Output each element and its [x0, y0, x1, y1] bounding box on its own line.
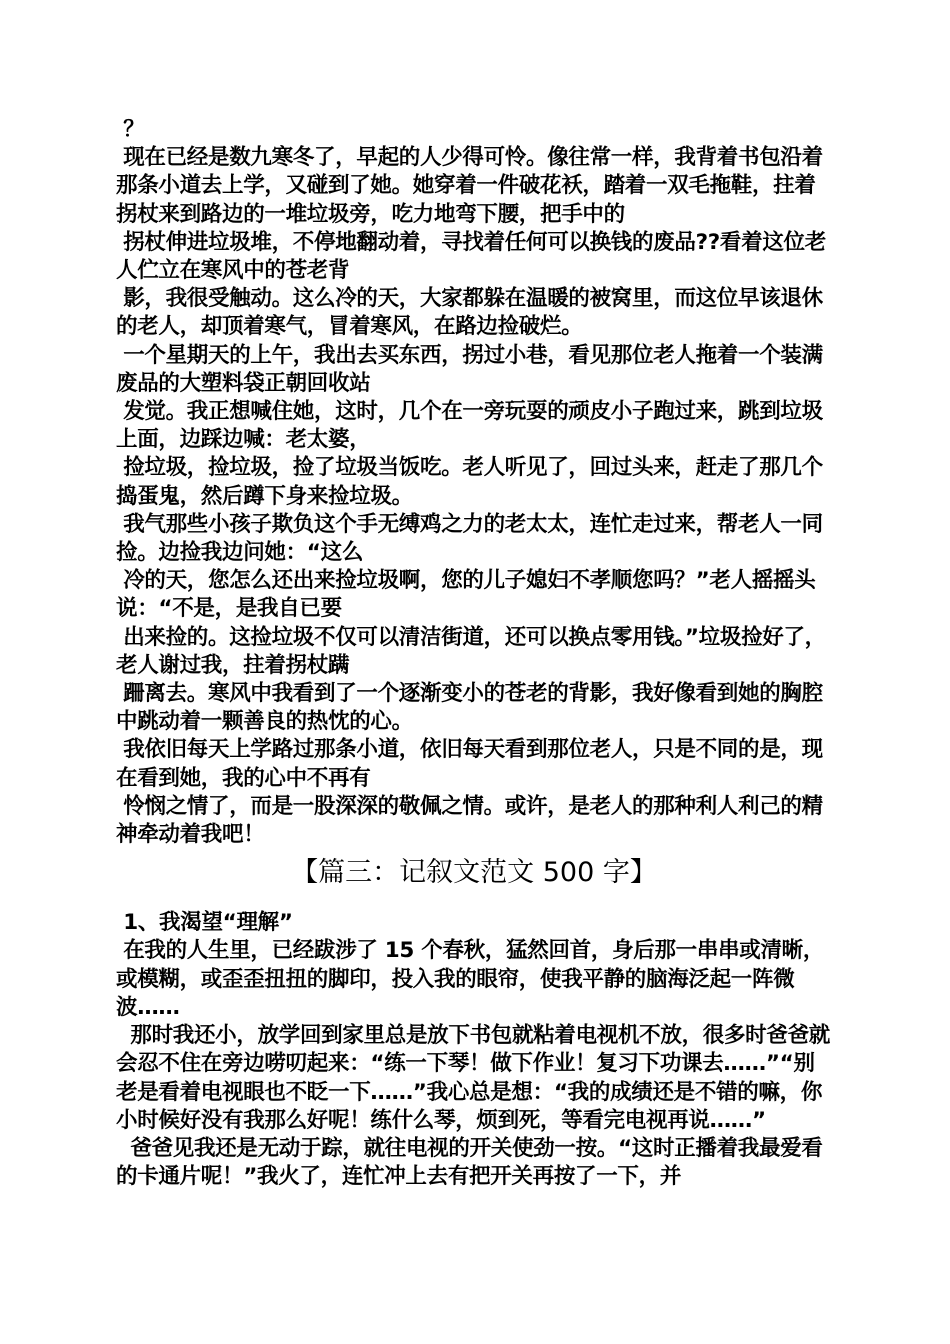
paragraph: 我依旧每天上学路过那条小道，依旧每天看到那位老人，只是不同的是，现在看到她，我的心中不再有: [116, 737, 823, 791]
paragraph: 怜悯之情了，而是一股深深的敬佩之情。或许，是老人的那种利人利己的精神牵动着我吧！: [116, 793, 823, 848]
paragraph: 那时我还小，放学回到家里总是放下书包就粘着电视机不放，很多时爸爸就会忍不住在旁边唠叨起来：“练一下琴！做下作业！复习下功课去……”“别老是看着电视眼也不眨一下……”我心总是想：“我的成绩还是不错的嘛，你小时候好没有我那么好呢！练什么琴，烦到死，等看完电视再说……”: [116, 1023, 830, 1133]
essay-section: [116, 909, 832, 1191]
paragraph: 在我的人生里，已经跋涉了 15 个春秋，猛然回首，身后那一串串或清晰，或模糊，或歪歪扭扭的脚印，投入我的眼帘，使我平静的脑海泛起一阵微波……: [116, 938, 825, 1020]
paragraph: 我气那些小孩子欺负这个手无缚鸡之力的老太太，连忙走过来，帮老人一同捡。边捡我边问她：“这么: [116, 511, 823, 566]
paragraph: ？: [116, 117, 145, 142]
paragraph: 发觉。我正想喊住她，这时，几个在一旁玩耍的顽皮小子跑过来，跳到垃圾上面，边踩边喊：老太婆，: [116, 399, 823, 453]
paragraph: 爸爸见我还是无动于踪，就往电视的开关使劲一按。“这时正播着我最爱看的卡通片呢！”我火了，连忙冲上去有把开关再按了一下，并: [116, 1135, 823, 1190]
paragraph: 1、我渴望“理解”: [116, 910, 293, 936]
paragraph: 一个星期天的上午，我出去买东西，拐过小巷，看见那位老人拖着一个装满废品的大塑料袋正朝回收站: [116, 342, 823, 396]
section-heading: 【篇三：记叙文范文 500 字】: [291, 857, 657, 889]
paragraph: 出来捡的。这捡垃圾不仅可以清洁街道，还可以换点零用钱。”垃圾捡好了，老人谢过我，拄着拐杖蹒: [116, 624, 826, 678]
spacer: [116, 899, 832, 909]
paragraph: 影，我很受触动。这么冷的天，大家都躲在温暖的被窝里，而这位早该退休的老人，却顶着寒气，冒着寒风，在路边捡破烂。: [116, 286, 823, 340]
paragraph: 捡垃圾，捡垃圾，捡了垃圾当饭吃。老人听见了，回过头来，赶走了那几个捣蛋鬼，然后蹲下身来捡垃圾。: [116, 455, 823, 509]
paragraph: 拐杖伸进垃圾堆，不停地翻动着，寻找着任何可以换钱的废品??看着这位老人伫立在寒风中的苍老背: [116, 229, 826, 284]
paragraph: 冷的天，您怎么还出来捡垃圾啊，您的儿子媳妇不孝顺您吗？”老人摇摇头说：“不是，是我自已要: [116, 568, 816, 622]
story-section: [116, 116, 832, 849]
paragraph: 现在已经是数九寒冬了，早起的人少得可怜。像往常一样，我背着书包沿着那条小道去上学，又碰到了她。她穿着一件破花袄，踏着一双毛拖鞋，拄着拐杖来到路边的一堆垃圾旁，吃力地弯下腰，把手中的: [116, 145, 823, 227]
paragraph: 跚离去。寒风中我看到了一个逐渐变小的苍老的背影，我好像看到她的胸腔中跳动着一颗善良的热忱的心。: [116, 681, 823, 735]
document-body: [116, 116, 832, 1191]
